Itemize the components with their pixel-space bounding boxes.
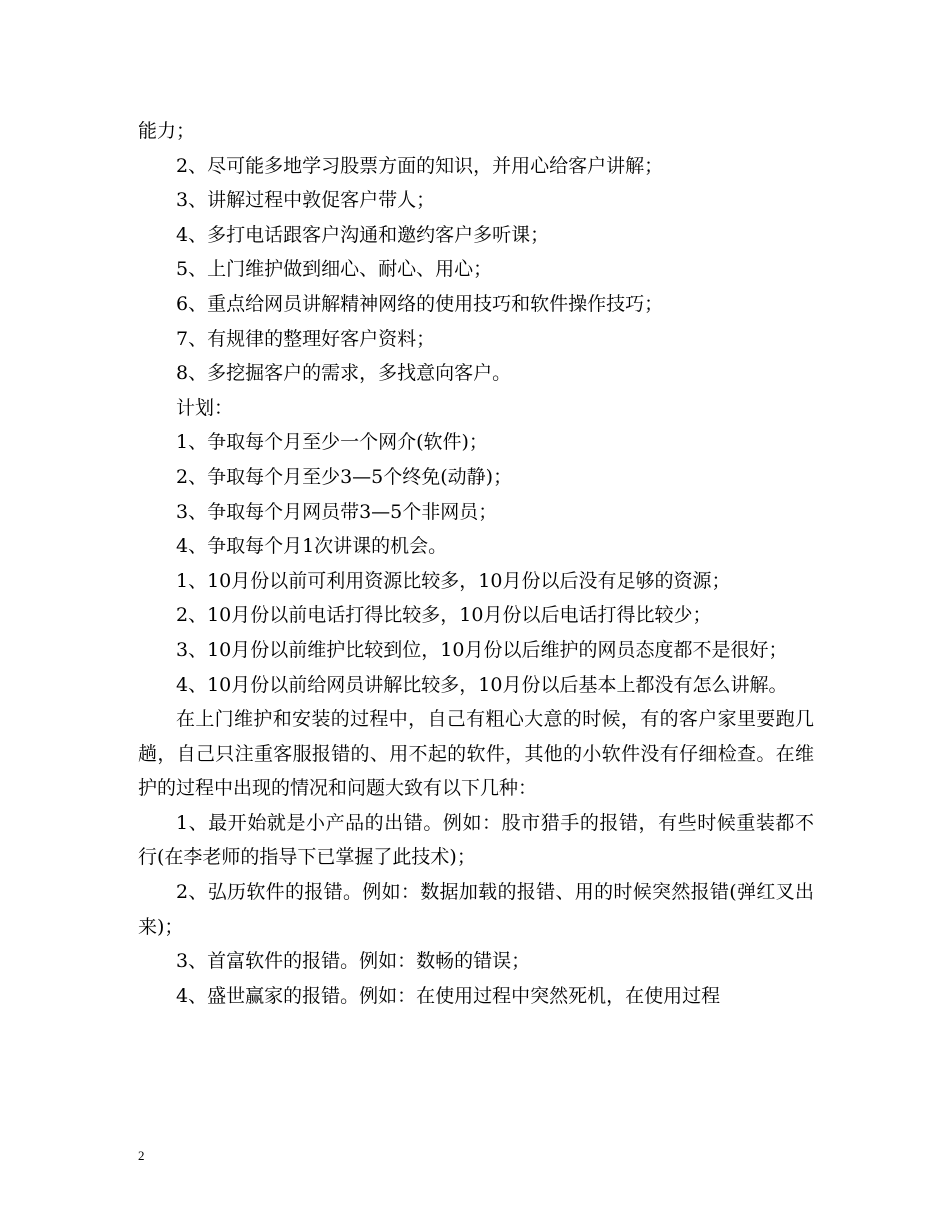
paragraph: 3、讲解过程中敦促客户带人；	[176, 189, 436, 212]
document-body	[138, 114, 814, 1013]
paragraph: 4、争取每个月1次讲课的机会。	[176, 535, 448, 558]
paragraph: 8、多挖掘客户的需求，多找意向客户。	[176, 362, 512, 385]
paragraph: 2、弘历软件的报错。例如：数据加载的报错、用的时候突然报错(弹红叉出来)；	[138, 881, 814, 938]
page-number: 2	[138, 1148, 145, 1163]
paragraph: 3、争取每个月网员带3—5个非网员；	[176, 500, 498, 523]
paragraph: 7、有规律的整理好客户资料；	[176, 327, 436, 350]
paragraph: 2、尽可能多地学习股票方面的知识，并用心给客户讲解；	[176, 154, 664, 177]
paragraph: 计划：	[176, 396, 234, 419]
paragraph: 5、上门维护做到细心、耐心、用心；	[176, 258, 493, 281]
paragraph: 能力；	[138, 120, 196, 142]
paragraph: 3、首富软件的报错。例如：数畅的错误；	[176, 950, 531, 973]
paragraph: 在上门维护和安装的过程中，自己有粗心大意的时候，有的客户家里要跑几趟，自己只注重客服报错的、用不起的软件，其他的小软件没有仔细检查。在维护的过程中出现的情况和问题大致有以下几种：	[138, 708, 814, 800]
paragraph: 4、盛世赢家的报错。例如：在使用过程中突然死机，在使用过程	[176, 984, 721, 1007]
paragraph: 6、重点给网员讲解精神网络的使用技巧和软件操作技巧；	[176, 292, 664, 315]
paragraph: 1、争取每个月至少一个网介(软件)；	[176, 431, 488, 454]
paragraph: 3、10月份以前维护比较到位，10月份以后维护的网员态度都不是很好；	[176, 638, 788, 661]
paragraph: 2、争取每个月至少3—5个终免(动静)；	[176, 465, 513, 488]
paragraph: 4、10月份以前给网员讲解比较多，10月份以后基本上都没有怎么讲解。	[176, 673, 788, 696]
paragraph: 2、10月份以前电话打得比较多，10月份以后电话打得比较少；	[176, 604, 712, 627]
paragraph: 4、多打电话跟客户沟通和邀约客户多听课；	[176, 223, 550, 246]
paragraph: 1、最开始就是小产品的出错。例如：股市猎手的报错，有些时候重装都不行(在李老师的指导下已掌握了此技术)；	[138, 811, 814, 869]
paragraph: 1、10月份以前可利用资源比较多，10月份以后没有足够的资源；	[176, 569, 731, 592]
